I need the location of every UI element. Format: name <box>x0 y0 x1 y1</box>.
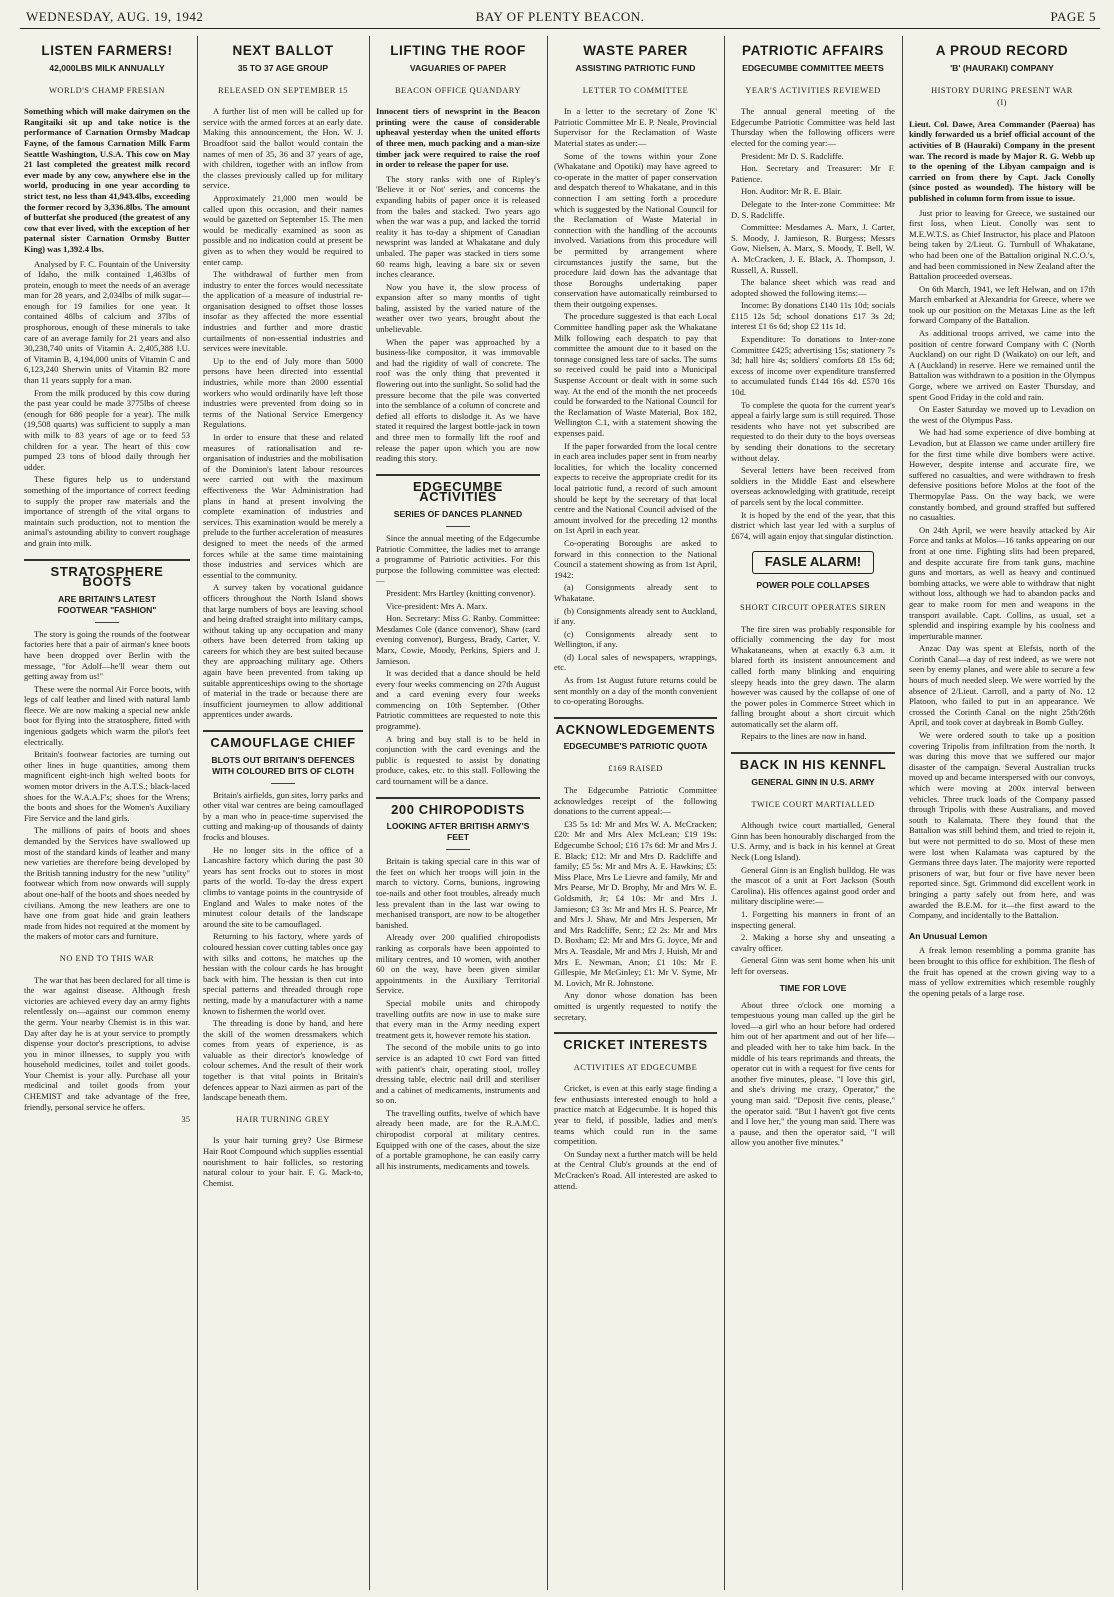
paragraph: These were the normal Air Force boots, with legs of calf leather and lined with natural lamb fleece. We are now making a special new ankle boot for flying into the stratosphere, fitted with ingenious gadgets which warm the pilot's feet electrically. <box>24 683 190 747</box>
column-rule <box>902 36 903 1590</box>
paragraph: Up to the end of July more than 5000 persons have been directed into essential industries, while more than 2000 essential workers who would ordinarily have left those industries were prevented from doing so in terms of the National Service Emergency Regulations. <box>203 355 363 430</box>
page-number: PAGE 5 <box>1050 9 1096 24</box>
article-subhead: GENERAL GINN IN U.S. ARMY <box>751 776 875 787</box>
article-headline: CRICKET INTERESTS <box>554 1032 717 1051</box>
paragraph: 1. Forgetting his manners in front of an inspecting general. <box>731 909 895 930</box>
paragraph: If the paper forwarded from the local centre in each area includes paper sent in from nearby localities, for which the locality concerned expects to receive the appropriate credit for its local patriotic fund, a record of such amount should be kept by the secretary of that local centre and the National Council advised of the amount involved for the preceding 12 months on 1st April in each year. <box>554 440 717 536</box>
article-headline: NEXT BALLOT <box>232 43 334 58</box>
article-kicker: TWICE COURT MARTIALLED <box>751 799 875 809</box>
column-rule <box>369 36 370 1590</box>
article-kicker: BEACON OFFICE QUANDARY <box>395 85 521 95</box>
instalment-number: (I) <box>997 98 1007 108</box>
article-headline: LIFTING THE ROOF <box>390 43 526 58</box>
paragraph: We were ordered south to take up a position covering Tripolis from infiltration from the north. It was during this move that we suffered our major disaster of the campaign. Several Australian trucks moved up and became interspersed with our convoys, which were moving at 200x interval between vehicles. Three truck loads of the Company passed through Tripolis with these Australians, and moved south to Kalamata. There they found that the Battalion was still behind them, and tried to rejoin it, but were not permitted to do so. Most of these men were lost when Kalamata was captured by the Germans three days later. The majority were reported prisoners of war, but four or five have never been reported since. Sgt. Grimmond did excellent work in bringing a party safely out from here, and was awarded the B.E.M. for it—the first award to the Company, and incidentally to the Battalion. <box>909 730 1095 921</box>
paragraph: The second of the mobile units to go into service is an adapted 10 cwt Ford van fitted with patient's chair, operating stool, trolley dressing table, electric nail drill and steriliser and a cabinet of medicaments, instruments and so on. <box>376 1042 540 1106</box>
article-subhead: 35 TO 37 AGE GROUP <box>237 62 329 73</box>
paragraph: The travelling outfits, twelve of which have already been made, are for the R.A.M.C. chiropodist corporal at military centres. Equipped with one of the cases, about the size of a portable gramophone, he can easily carry all his instruments, medicaments and towels. <box>376 1107 540 1171</box>
paragraph: From the milk produced by this cow during the past year could be made 3775lbs of cheese (enough for 686 people for a year). The milk (19,508 quarts) was sufficient to supply a man with milk to 83 years of age or to feed 53 children for a year. The heart of this cow pumped 23 tons of blood daily through her udder. <box>24 387 190 472</box>
paragraph: Income: By donations £140 11s 10d; socials £115 12s 5d; school donations £17 3s 2d; interest £1 6s 6d; shop £2 11s 1d. <box>731 300 895 332</box>
article-headline: TIME FOR LOVE <box>779 982 847 993</box>
paragraph: Delegate to the Inter-zone Committee: Mr D. S. Radcliffe. <box>731 198 895 220</box>
column-1 <box>24 38 190 1590</box>
article-kicker: HISTORY DURING PRESENT WAR <box>931 85 1073 95</box>
column-rule <box>197 36 198 1590</box>
paragraph: Analysed by F. C. Fountain of the University of Idaho, the milk contained 1,463lbs of protein, enough to meet the needs of an average man for 28 years, and 2,034lbs of milk sugar—enough for 19 families for one year. It contained 48lbs of calcium and 37lbs of prosphorous, enough of these minerals to take care of an average family for 21 years and also 30,238,740 units of Vitamin A. 2,405,388 I.U. of Vitamin B, 4,194,000 units of Vitamin C and 6,123,240 Sherwin units of Vitamin B2 more than 11 years supply for a man. <box>24 258 190 386</box>
paragraph: As additional troops arrived, we came into the position of centre forward Company with C (North Auckland) on our right D (Waikato) on our left, and A (Auckland) in reserve. Here we remained until the Battalion was withdrawn to a position in the Olympus Gorge, where we arrived on Easter Thursday, and spent Good Friday in the cold and rain. <box>909 328 1095 402</box>
paragraph: (a) Consignments already sent to Whakatane. <box>554 582 717 603</box>
column-3 <box>376 38 540 1590</box>
paragraph: (b) Consignments already sent to Auckland, if any. <box>554 605 717 627</box>
paragraph: When the paper was approached by a business-like compositor, it was immovable and had the rigidity of wall of concrete. The roof was the only thing that prevented it flowering out into the sunlight. So solid had the pressure become that the pile was converted into the semblance of a column of concrete and defied all efforts to dislodge it. As we have stated it required the largest bottle-jack in town and three men to formally lift the roof and release the paper upon which you are now reading this story. <box>376 336 540 464</box>
paragraph: These figures help us to understand something of the importance of correct feeding to supply the proper raw materials and the importance of strength of the vital organs to maintain such production, not to mention the animal's astounding ability to convert roughage and grain into milk. <box>24 474 190 548</box>
paragraph: Already over 200 qualified chiropodists ranking as corporals have been appointed to military centres, and 10 women, with another 60 on the way, have been given similar appointments in the Auxiliary Territorial Service. <box>376 932 540 996</box>
article-subhead: EDGECUMBE'S PATRIOTIC QUOTA <box>563 741 708 752</box>
paragraph: In order to ensure that these and related measures of rationalisation and re-organisation of industries and the mobilisation of the Dominion's latent labour resources were carried out with the maximum effectiveness the War Administration had plans in hand at present involving the complete examination of industries and services. This examination would be merely a prelude to the further acceleration of measures designed to meet the needs of the armed forces while at the same time maintaining those industries and services which are essential to the community. <box>203 432 363 580</box>
paragraph: The millions of pairs of boots and shoes demanded by the Services have swallowed up most of the standard kinds of leather and many new varieties are therefore being developed by the British tanning industry for the new "utility" footwear which from now onwards will supply about one-half of the boots and shoes needed by civilians. Among the new leathers are one to have one from goat hide and grain leathers made from hides not required at the moment by the makers of motor cars and furniture. <box>24 825 190 942</box>
paragraph: On 24th April, we were heavily attacked by Air Force and tanks at Molos—16 tanks appearing on our front at one time. Fighting slits had been prepared, and despite accurate fire from tank guns, machine guns and mortars, as well as heavy and continued bombing attacks, we were able to withdraw that night without loss, although we had to abandon packs and gear to make room for men and weapons in the transport available. Capt. Collins, as usual, set a splendid and inspiring example by his coolness and imperturable manner. <box>909 524 1095 641</box>
paragraph: Although twice court martialled, General Ginn has been honourably discharged from the U.S. Army, and is back in his kennel at Great Neck (Long Island). <box>731 820 895 863</box>
paragraph: President: Mr D. S. Radcliffe. <box>741 150 844 161</box>
paragraph: Is your hair turning grey? Use Birmese Hair Root Compound which supplies essential nourishment to hair follicles, so restoring natural colour to your hair. F. G. Mack-to, Chemist. <box>203 1135 363 1188</box>
paragraph: 2. Making a horse shy and unseating a cavalry officer. <box>731 932 895 953</box>
paragraph: The story is going the rounds of the footwear factories here that a pair of airman's knee boots have been dropped over Berlin with the message, "for Adolf—he'll wear them out getting away from us!" <box>24 628 190 682</box>
divider <box>446 849 470 850</box>
article-subhead: LOOKING AFTER BRITISH ARMY'S FEET <box>386 821 530 843</box>
column-5 <box>731 38 895 1590</box>
article-lead: Innocent tiers of newsprint in the Beacon printing were the cause of considerable upheaval yesterday when the united efforts of three men, much packing and a man-size timber jack were required to raise the roof in order to release the paper for use. <box>376 106 540 170</box>
paragraph: Britain is taking special care in this war of the feet on which her troops will join in the march to victory. Corns, bunions, ingrowing toe-nails and other foot troubles, already much less prevalent than in the last war owing to mechanised transport, are now to be altogether banished. <box>376 856 540 930</box>
article-subhead: POWER POLE COLLAPSES <box>756 579 870 590</box>
paragraph: The balance sheet which was read and adopted showed the following items:— <box>731 277 895 298</box>
paragraph: The story ranks with one of Ripley's 'Believe it or Not' series, and concerns the expanding habits of paper once it is released from the bales and stacked. Two years ago when the war was a pup, and lacked the torrid reality it has to-day a shipment of Canadian newsprint was landed at Whakatane and duly unbaled. The paper was stacked in tiers some 60 reams high, leaving a bare six or seven inches clearance. <box>376 173 540 280</box>
paragraph: It is hoped by the end of the year, that this district which last year led with a surplus of £674, will again enjoy that singular distinction. <box>731 509 895 541</box>
masthead <box>20 4 1100 29</box>
article-headline: ACKNOWLEDGEMENTS <box>554 717 717 736</box>
article-kicker: RELEASED ON SEPTEMBER 15 <box>218 85 348 95</box>
article-subhead: VAGUARIES OF PAPER <box>409 62 507 73</box>
paper-name: BAY OF PLENTY BEACON. <box>475 9 645 24</box>
article-headline: EDGECUMBE ACTIVITIES <box>376 474 540 503</box>
paragraph: Hon. Secretary: Miss G. Ranby. Committee: Mesdames Cole (dance convenor), Shaw (card evening convenor), Burgess, Brady, Carter, V. Marx, Cowie, Moody, Perkins, Spiers and J. Jamieson. <box>376 613 540 666</box>
paragraph: On 6th March, 1941, we left Helwan, and on 17th March embarked at Alexandria for Greece, where we took up our position on the Metaxas Line as the left forward Company of the Battalion. <box>909 283 1095 326</box>
paragraph: Repairs to the lines are now in hand. <box>741 731 867 742</box>
paragraph: We had had some experience of dive bombing at Levadion, but at Elasson we came under artillery fire for the first time while dive bombers were active. However, despite intense and accurate fire, we suffered no casualties, and were withdrawn to fresh defensive positions before Molos at the foot of the Thermopylae Pass. On the way back, we were constantly bombed, and ground straffed but suffered no casualties. <box>909 427 1095 523</box>
article-subhead: SERIES OF DANCES PLANNED <box>393 508 523 519</box>
divider <box>446 526 470 527</box>
article-lead: Something which will make dairymen on the Rangitaiki sit up and take notice is the performance of Carnation Ormsby Madcap Fayne, of the famous Carnation Milk Farm Seattle Washington, U.S.A. This cow on May 21 last completed the greatest milk record ever made by any cow, anywhere else in the world, producing in one year according to strict test, no less than 41,943.4lbs, exceeding the former record by 3,336.8lbs. The amount of butterfat she produced (the greatest of any cow that ever lived, with the exception of her paternal sister Carnation Ormsby Butter King) was 1,392.4 lbs. <box>24 106 190 254</box>
article-headline: LISTEN FARMERS! <box>41 43 173 58</box>
paragraph: A bring and buy stall is to be held in conjunction with the card evenings and the public is requested to assist by donating produce, cakes, etc. to this stall. Following the card tournament will be a dance. <box>376 733 540 787</box>
paragraph: (c) Consignments already sent to Wellington, if any. <box>554 628 717 650</box>
paragraph: Some of the towns within your Zone (Whakatane and Opotiki) may have agreed to co-operate in the matter of paper conservation and despatch thereof to Whakatane, and in this connection I am setting forth a procedure which is suggested by the National Council for the Reclamation of Waste Material in connection with the handling of the accounts involved. Variations from this procedure will be permitted by arrangement where circumstances justify the same, but the procedure laid down has the advantage that those Boroughs undertaking paper conservation have automatically reimbursed to them their outgoing expenses. <box>554 150 717 309</box>
paragraph: Vice-president: Mrs A. Marx. <box>386 600 488 611</box>
paragraph: Britain's airfields, gun sites, lorry parks and other vital war centres are being camouflaged by a man who in peace-time supervised the cutting and making-up of thousands of dainty frocks and blouses. <box>203 789 363 842</box>
paragraph: To complete the quota for the current year's appeal a fairly large sum is still required. Those residents who have not yet subscribed are requested to do their duty to the boys overseas by sending their donations to the secretary without delay. <box>731 399 895 463</box>
article-subhead: ASSISTING PATRIOTIC FUND <box>575 62 696 73</box>
paragraph: It was decided that a dance should be held every four weeks commencing on 27th August and a card evening every four weeks commencing on 10th September. (Other Patriotic committees are requested to note this programme). <box>376 668 540 732</box>
article-subhead: 'B' (HAURAKI) COMPANY <box>950 62 1054 73</box>
paragraph: A further list of men will be called up for service with the armed forces at an early date. Making this announcement, the Hon. W. J. Broadfoot said the ballot would contain the names of men of 35, 36 and 37 years of age, with children, together with an inflow from the classes previously called up for military service. <box>203 106 363 191</box>
paragraph: Several letters have been received from soldiers in the Middle East and elsewhere overseas acknowledging with gratitude, receipt of parcels sent by the local committee. <box>731 465 895 507</box>
column-2 <box>203 38 363 1590</box>
paragraph: (d) Local sales of newspapers, wrappings, etc. <box>554 651 717 673</box>
paragraph: On Easter Saturday we moved up to Levadion on the west of the Olympus Pass. <box>909 404 1095 425</box>
paragraph: Britain's footwear factories are turning out other lines in huge quantities, among them magnificent eight-inch high welted boots for women motor drivers in the A.T.S.; black-laced shoes for the W.A.A.F's; shoes for the Wrens; the boots and shoes for the Women's Auxiliary Fire Service and the land girls. <box>24 749 190 823</box>
article-kicker: LETTER TO COMMITTEE <box>582 85 689 95</box>
paragraph: Since the annual meeting of the Edgecumbe Patriotic Committee, the ladies met to arrange a programme of Patriotic activities. For this purpose the following committee was elected:— <box>376 532 540 586</box>
article-headline: A PROUD RECORD <box>935 43 1069 58</box>
paragraph: Returning to his factory, where yards of coloured hessian cover cutting tables once gay with silks and cottons, he matches up the hessian with the colour cards he has brought back with him. The hessian is then cut into special patterns and threaded through rope netting, made by a manufacturer with a name known to fishermen the world over. <box>203 931 363 1016</box>
article-headline: HAIR TURNING GREY <box>236 1114 330 1124</box>
article-headline-boxed: FASLE ALARM! <box>752 551 874 574</box>
column-rule <box>547 36 548 1590</box>
paragraph: The withdrawal of further men from industry to enter the forces would necessitate the application of a measure of industrial re-organisation designed to offset those losses insofar as they affected the more essential industries and further and more drastic curtailments of non-essential industries and services were inevitable. <box>203 269 363 354</box>
paragraph: Hon. Auditor: Mr R. E. Blair. <box>741 186 842 197</box>
ad-tag: 35 <box>181 1114 190 1125</box>
paragraph: Cricket, is even at this early stage finding a few enthusiasts interested enough to hold a practice match at Edgecumbe. It is hoped this year to field, if possible, ladies and men's teams which could run in the same competition. <box>554 1083 717 1147</box>
divider <box>95 622 119 623</box>
column-rule <box>724 36 725 1590</box>
paragraph: He no longer sits in the office of a Lancashire factory which during the past 30 years has sent frocks out to stores in most parts of the world. To-day the dress expert climbs to vantage points in the countryside of England and Wales to make notes of the minutest colour details of the landscape around the site to be camouflaged. <box>203 844 363 929</box>
paragraph: A freak lemon resembling a pomma granite has been brought to this office for exhibition. The flesh of the fruit has opened at the crown giving way to a mass of yellow extremities which resemble roughly the opening petals of a large rose. <box>909 945 1095 998</box>
paragraph: Now you have it, the slow process of expansion after so many months of tight baling, assisted by the varied nature of the weather over two years, brought about the unbelievable. <box>376 281 540 335</box>
paragraph: Special mobile units and chiropody travelling outfits are now in use to make sure that every man in the Army needing expert treatment gets it, however remote his station. <box>376 997 540 1040</box>
paragraph: The annual general meeting of the Edgecumbe Patriotic Committee was held last Thursday when the following officers were elected for the coming year:— <box>731 106 895 148</box>
paragraph: The fire siren was probably responsible for officially commencing the day for most Whakataneans, when at exactly 6.3 a.m. it blared forth its insistent announcement and called forth many blinking and enquiring sleepy heads into the grey dawn. The alarm however was caused by the collapse of one of the power poles in Commerce Street which in falling brought about a short circuit which automatically set the alarm off. <box>731 623 895 729</box>
article-kicker: YEAR'S ACTIVITIES REVIEWED <box>745 85 881 95</box>
paragraph: £35 5s 1d: Mr and Mrs W. A. McCracken; £20: Mr and Mrs Alex McLean; £19 19s: Edgecumbe School; £16 17s 6d: Mr and Mrs J. E. Black; £12: Mr and Mrs D. Radcliffe and family; £5 5s: Mr and Mrs A. E. Hawkins; £5: Miss Place, Mrs Le Lievre and family, Mr and Mrs Pearse, Mr D. Brophy, Mr and Mrs W. E. Goldsmith, Jr; £4 10s: Mr and Mrs J. Jamieson; £3 3s: Mr and Mrs H. S. Pearce, Mr and Mrs J. Shaw, Mr and Mrs Jespersen, Mr and Mrs Radcliffe, Senr.; £2 2s: Mr and Mrs D. Boxham; £2: Mr and Mrs G. Joyce, Mr and Mrs A. Teasdale, Mr and Mrs J. Huish, Mr and Mrs E. Newman, Anon; £1 10s: Mr F. Gillespie, Mr McGinley; £1: Mr V. Syme, Mr M. Lovich, Mr R. Johnstone. <box>554 818 717 988</box>
paragraph: General Ginn was sent home when his unit left for overseas. <box>731 955 895 976</box>
article-subhead: ARE BRITAIN'S LATEST FOOTWEAR "FASHION" <box>57 593 157 615</box>
article-headline: CAMOUFLAGE CHIEF <box>203 730 363 749</box>
paragraph: The procedure suggested is that each Local Committee handling paper ask the Whakatane Milk following each despatch to pay that committee the amount due to it based on the tonnage consigned less tare of sacks. The sums so received could be paid into a Municipal Suspense Account or dealt with in some such way. At the end of the month the net proceeds could be forwarded to the National Council for the Reclamation of Waste Material, Box 182, Wellington C.1, with a statement showing the expenses paid. <box>554 311 717 438</box>
paragraph: On Sunday next a further match will be held at the Central Club's grounds at the end of McCracken's Road. All interested are asked to attend. <box>554 1148 717 1191</box>
paragraph: About three o'clock one morning a tempestuous young man called up the girl he loved—a girl who an hour before had ordered him out of her apartment and out of her life—and pleaded with her to take him back. In the middle of his tears reprimands and threats, the operator cut in with a request for five cents for another five minutes, please. "I love this girl, and she's driving me crazy, Operator," the young man said. "Deposit five cents, please," the operator said. "But I haven't got five cents and I love her," the young man said. There was a pause, and then the operator said, "I will allow you another five minutes." <box>731 999 895 1148</box>
paragraph: Committee: Mesdames A. Marx, J. Carter, S. Moody, J. Jamieson, R. Burgess; Messrs Gow, Nielsen, A. Marx, S. Moody, T. Bell, W. A. McCracken, J. E. Black, A. Thompson, J. Russell, A. Russell. <box>731 222 895 275</box>
article-headline: WASTE PARER <box>583 43 688 58</box>
paragraph: Any donor whose donation has been omitted is urgently requested to notify the secretary. <box>554 990 717 1022</box>
article-headline: PATRIOTIC AFFAIRS <box>742 43 884 58</box>
paragraph: The war that has been declared for all time is the war against disease. Although fresh victories are achieved every day an army fights relentlessly on—against our common enemy the germ. Your nearby Chemist is in this war. Day after day he is at your service to promptly dispense your doctor's prescriptions, to advise you in minor illnesses, to supply you with household medicines, toilet and toilet goods. Your Chemist is your ally. Purchase all your medicinal and toilet goods from your CHEMIST and take advantage of the free, friendly, personal service he offers. <box>24 974 190 1112</box>
article-subhead: BLOTS OUT BRITAIN'S DEFENCES WITH COLOURED BITS OF CLOTH <box>211 754 355 776</box>
paragraph: Hon. Secretary and Treasurer: Mr F. Patience. <box>731 163 895 184</box>
paragraph: The Edgecumbe Patriotic Committee acknowledges receipt of the following donations to the current appeal:— <box>554 785 717 817</box>
article-kicker: SHORT CIRCUIT OPERATES SIREN <box>739 602 887 612</box>
issue-date: WEDNESDAY, AUG. 19, 1942 <box>26 9 204 24</box>
article-subhead: EDGECUMBE COMMITTEE MEETS <box>742 62 884 73</box>
column-6 <box>909 38 1095 1590</box>
article-kicker: ACTIVITIES AT EDGECUMBE <box>573 1062 698 1072</box>
article-headline: BACK IN HIS KENNFL <box>731 752 895 771</box>
article-headline: NO END TO THIS WAR <box>59 953 155 963</box>
article-lead: Lieut. Col. Dawe, Area Commander (Paeroa) has kindly forwarded us a brief official account of the activities of B (Hauraki) Company in the present war. The record is made by Major R. G. Webb up to the opening of the Libyan campaign and is carried on from there by Capt. Jack Conolly (since posted as wounded). The history will be published in column form from issue to issue. <box>909 118 1095 203</box>
paragraph: A survey taken by vocational guidance officers throughout the North Island shows that large numbers of boys are leaving school and being drafted straight into military camps, without taking up any occupation and many others have been deterred from taking up careers for which they are best suited because they are approaching military age. Others again have been prevented from taking up suitable apprenticeships owing to the shortage of material in the trade or because there are insufficient journeymen to allow additional apprentices under awards. <box>203 582 363 720</box>
article-headline: STRATOSPHERE BOOTS <box>24 559 190 588</box>
article-headline: 200 CHIROPODISTS <box>376 797 540 816</box>
column-4 <box>554 38 717 1590</box>
article-subhead: 42,000LBS MILK ANNUALLY <box>49 62 165 73</box>
paragraph: As from 1st August future returns could be sent monthly on a day of the month convenient to co-operating Boroughs. <box>554 675 717 707</box>
paragraph: Anzac Day was spent at Elefsis, north of the Corinth Canal—a day of rest indeed, as we were not seen by enemy planes, and were able to secure a few hours of much needed sleep. We were worried by the absence of 2/Lieut. Carroll, and a party of No. 12 Platoon, who failed to put in an appearance. We crossed the Corinth Canal on the night 25th/26th April, and took cover at daybreak in Bomb Gulley. <box>909 643 1095 728</box>
paragraph: In a letter to the secretary of Zone 'K' Patriotic Committee Mr E. P. Neale, Provincial Supervisor for the Reclamation of Waste Material states as under:— <box>554 106 717 148</box>
article-kicker: WORLD'S CHAMP FRESIAN <box>49 85 165 95</box>
divider <box>271 783 295 784</box>
article-headline: An Unusual Lemon <box>909 930 988 941</box>
article-kicker: £169 RAISED <box>608 764 663 774</box>
paragraph: Expenditure: To donations to Inter-zone Committee £425; advertising 15s; stationery 7s 3d; hall hire 4s; soldiers' comforts £8 15s 6d; excess of income over expenditure transferred to accumulated funds £144 16s 4d. £570 16s 10d. <box>731 334 895 398</box>
paragraph: President: Mrs Hartley (knitting convenor). <box>386 587 536 598</box>
paragraph: Approximately 21,000 men would be called upon this occasion, and their names would be gazetted on September 15. The men would be medically examined as soon as possible and no indication could at present be given as to when they would be required to enter camp. <box>203 192 363 267</box>
paragraph: The threading is done by hand, and here the skill of the women dressmakers which comes from years of experience, is as valuable as their director's knowledge of colour schemes. And the result of their work together is that vital points in Britain's defences appear to Nazi airmen as part of the landscape beneath them. <box>203 1018 363 1103</box>
paragraph: Just prior to leaving for Greece, we sustained our first loss, when Lieut. Conolly was sent to M.E.W.T.S. as Chief Instructor, his place and Platoon being taken by 2/Lieut. G. Turnbull of Whakatane, who had been one of the Battalion original N.C.O.'s, and had been commissioned in New Zealand after the Battalion proceeded overseas. <box>909 207 1095 282</box>
paragraph: General Ginn is an English bulldog. He was the mascot of a unit at Fort Jackson (South Carolina). His offences against good order and military discipline were:— <box>731 864 895 907</box>
paragraph: Co-operating Boroughs are asked to forward in this connection to the National Council a statement showing as from 1st April, 1942: <box>554 537 717 580</box>
